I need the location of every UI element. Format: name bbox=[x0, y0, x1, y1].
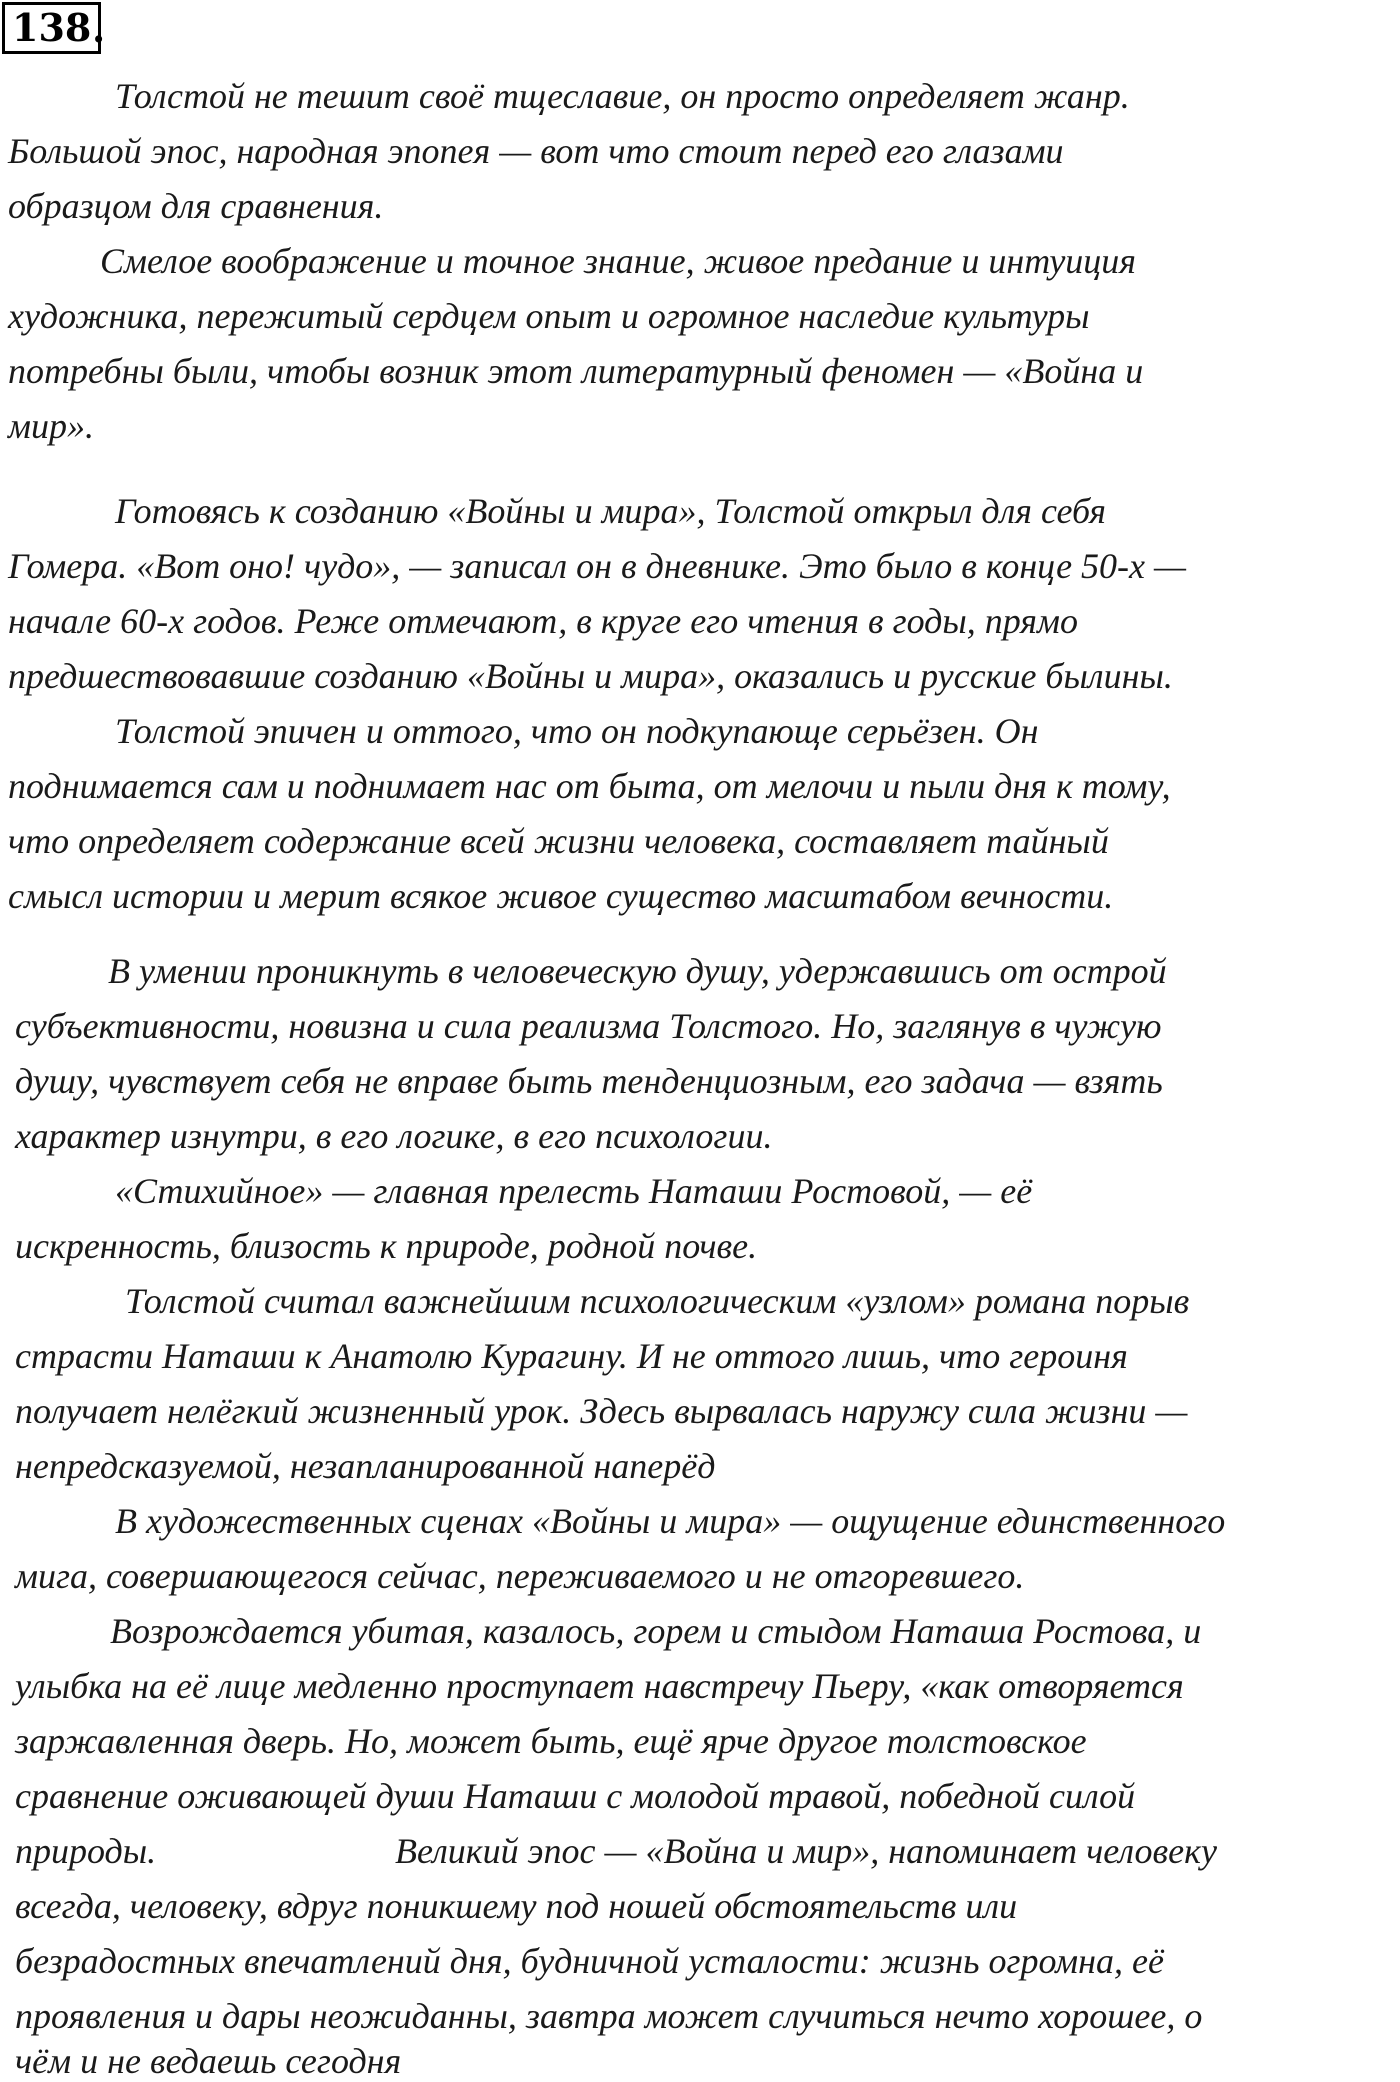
text-line: мир». bbox=[8, 406, 94, 446]
text-line: Великий эпос — «Война и мир», напоминает человеку bbox=[395, 1831, 1217, 1871]
text-line: улыбка на её лице медленно проступает навстречу Пьеру, «как отворяется bbox=[15, 1666, 1184, 1706]
text-line: природы. bbox=[15, 1831, 157, 1871]
text-line: В художественных сценах «Войны и мира» — ощущение единственного bbox=[115, 1501, 1226, 1541]
text-line: Возрождается убитая, казалось, горем и стыдом Наташа Ростова, и bbox=[110, 1611, 1202, 1651]
text-line: проявления и дары неожиданны, завтра может случиться нечто хорошее, о bbox=[15, 1996, 1203, 2036]
text-line: Толстой считал важнейшим психологическим «узлом» романа порыв bbox=[125, 1281, 1190, 1321]
text-line: что определяет содержание всей жизни человека, составляет тайный bbox=[8, 821, 1109, 861]
text-line: Гомера. «Вот оно! чудо», — записал он в дневнике. Это было в конце 50-х — bbox=[8, 546, 1187, 586]
text-line: заржавленная дверь. Но, может быть, ещё ярче другое толстовское bbox=[15, 1721, 1087, 1761]
text-line: Смелое воображение и точное знание, живое предание и интуиция bbox=[100, 241, 1137, 281]
task-number-dot: . bbox=[92, 6, 106, 51]
text-line: образцом для сравнения. bbox=[8, 186, 384, 226]
task-number: 138 bbox=[2, 2, 101, 54]
text-line: Толстой не тешит своё тщеславие, он просто определяет жанр. bbox=[115, 76, 1130, 116]
text-line: мига, совершающегося сейчас, переживаемого и не отгоревшего. bbox=[15, 1556, 1025, 1596]
text-line: поднимается сам и поднимает нас от быта, от мелочи и пыли дня к тому, bbox=[8, 766, 1171, 806]
text-line: безрадостных впечатлений дня, будничной усталости: жизнь огромна, её bbox=[15, 1941, 1164, 1981]
text-line: «Стихийное» — главная прелесть Наташи Ростовой, — её bbox=[115, 1171, 1033, 1211]
text-line: начале 60-х годов. Реже отмечают, в круге его чтения в годы, прямо bbox=[8, 601, 1078, 641]
text-line: характер изнутри, в его логике, в его психологии. bbox=[15, 1116, 773, 1156]
text-line: потребны были, чтобы возник этот литературный феномен — «Война и bbox=[8, 351, 1144, 391]
text-line: В умении проникнуть в человеческую душу, удержавшись от острой bbox=[108, 951, 1167, 991]
text-line: получает нелёгкий жизненный урок. Здесь вырвалась наружу сила жизни — bbox=[15, 1391, 1188, 1431]
text-line: искренность, близость к природе, родной почве. bbox=[15, 1226, 758, 1266]
text-line: всегда, человеку, вдруг поникшему под ношей обстоятельств или bbox=[15, 1886, 1018, 1926]
text-line: Большой эпос, народная эпопея — вот что стоит перед его глазами bbox=[8, 131, 1064, 171]
text-line: душу, чувствует себя не вправе быть тенденциозным, его задача — взять bbox=[15, 1061, 1163, 1101]
text-line: субъективности, новизна и сила реализма Толстого. Но, заглянув в чужую bbox=[15, 1006, 1162, 1046]
text-line: Толстой эпичен и оттого, что он подкупающе серьёзен. Он bbox=[115, 711, 1039, 751]
text-line: Готовясь к созданию «Войны и мира», Толстой открыл для себя bbox=[115, 491, 1106, 531]
text-line: чём и не ведаешь сегодня bbox=[15, 2041, 402, 2081]
text-line: непредсказуемой, незапланированной наперёд bbox=[15, 1446, 716, 1486]
text-line: страсти Наташи к Анатолю Курагину. И не оттого лишь, что героиня bbox=[15, 1336, 1128, 1376]
text-line: смысл истории и мерит всякое живое существо масштабом вечности. bbox=[8, 876, 1114, 916]
text-line: предшествовавшие созданию «Войны и мира», оказались и русские былины. bbox=[8, 656, 1173, 696]
text-line: художника, пережитый сердцем опыт и огромное наследие культуры bbox=[8, 296, 1090, 336]
text-line: сравнение оживающей души Наташи с молодой травой, победной силой bbox=[15, 1776, 1136, 1816]
